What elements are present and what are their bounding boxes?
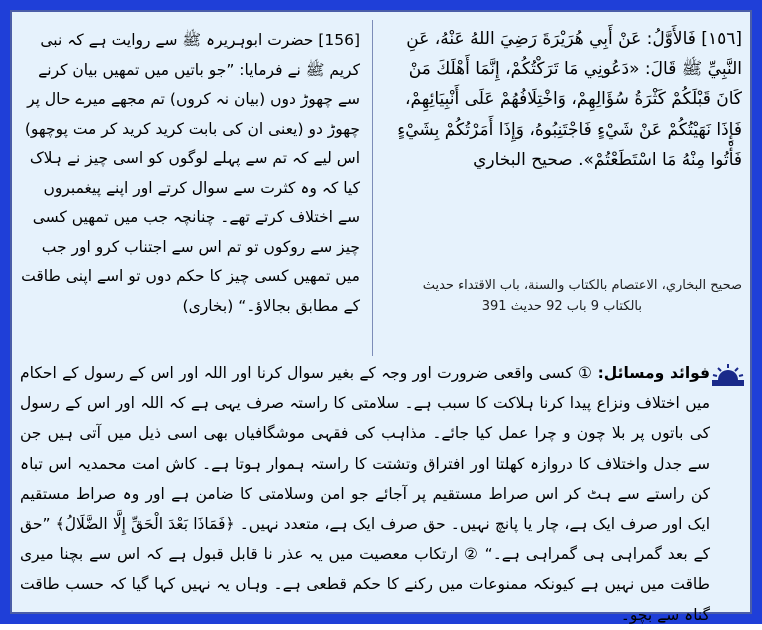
sunrise-icon	[712, 362, 744, 386]
benefits-and-issues	[20, 358, 710, 630]
content-panel	[10, 10, 752, 624]
reference-line: صحيح البخاري، الاعتصام بالكتاب والسنة، باب الاقتداء حديث	[422, 278, 742, 293]
urdu-translation: [156] حضرت ابوہریرہ ﷺ سے روایت ہے کہ نبی کریم ﷺ نے فرمایا: ”جو باتیں میں تمھیں بیان کرنے سے چھوڑ دوں (بیان نہ کروں) تم مجھے میرے حال پر چھوڑ دو (یعنی ان کی بابت کرید کرید کر مت پوچھو) اس لیے کہ تم سے پہلے لوگوں کو اسی چیز نے ہلاک کیا کہ وہ کثرت سے سوال کرتے اور اپنے پیغمبروں سے اختلاف کرتے تھے۔ چنانچہ جب میں تمھیں کسی چیز سے روکوں تو تم اس سے اجتناب کرو اور جب میں تمھیں کسی چیز کا حکم دوں تو اسے اپنی طاقت کے مطابق بجالاؤ۔“ (بخاری)	[21, 31, 360, 315]
benefits-text: ① کسی واقعی ضرورت اور وجہ کے بغیر سوال کرنا اور اللہ اور اس کے رسول کے احکام میں اختلاف ونزاع پیدا کرنا ہلاکت کا سبب ہے۔ سلامتی کا راستہ صرف یہی ہے کہ اللہ اور اس کے رسول کی باتوں پر بلا چون و چرا عمل کیا جائے۔ مذاہب کی فقہی موشگافیاں بھی اسی ذیل میں آتی ہیں جن سے جدل واختلاف کا دروازہ کھلتا اور افتراق وتشتت کا راستہ ہموار ہوتا ہے۔ کاش امت محمدیہ اس تباہ کن راستے سے ہٹ کر اس صراط مستقیم پر آجائے جو امن وسلامتی کا ضامن ہے اور وہ صراط مستقیم ایک اور صرف ایک ہے، چار یا پانچ نہیں۔ حق صرف ایک ہے، متعدد نہیں۔ ﴿فَمَاذَا بَعْدَ الْحَقِّ إِلَّا الضَّلَالُ﴾ ”حق کے بعد گمراہی ہی گمراہی ہے۔“ ② ارتکاب معصیت میں یہ عذر نا قابل قبول ہے کہ اس سے بچنا میری طاقت میں نہیں ہے کیونکہ ممنوعات میں رکنے کا حکم قطعی ہے۔ وہاں یہ نہیں کہا گیا کہ حسب طاقت گناہ سے بچو۔	[20, 364, 710, 624]
column-divider	[372, 20, 373, 356]
reference-number: بالكتاب 9 باب 92 حديث 391	[481, 299, 642, 314]
arabic-hadith: [١٥٦] فَالأَوَّلُ: عَنْ أَبِي هُرَيْرَةَ رَضِيَ اللهُ عَنْهُ، عَنِ النَّبِيِّ ﷺ قَالَ: «دَعُونِي مَا تَرَكْتُكُمْ، إِنَّمَا أَهْلَكَ مَنْ كَانَ قَبْلَكُمْ كَثْرَةُ سُؤَالِهِمْ، وَاخْتِلَافُهُمْ عَلَى أَنْبِيَائِهِمْ، فَإِذَا نَهَيْتُكُمْ عَنْ شَيْءٍ فَاجْتَنِبُوهُ، وَإِذَا أَمَرْتُكُمْ بِشَيْءٍ فَأْتُوا مِنْهُ مَا اسْتَطَعْتُمْ». صحيح البخاري	[397, 29, 742, 170]
benefits-heading: فوائد ومسائل:	[597, 364, 711, 382]
